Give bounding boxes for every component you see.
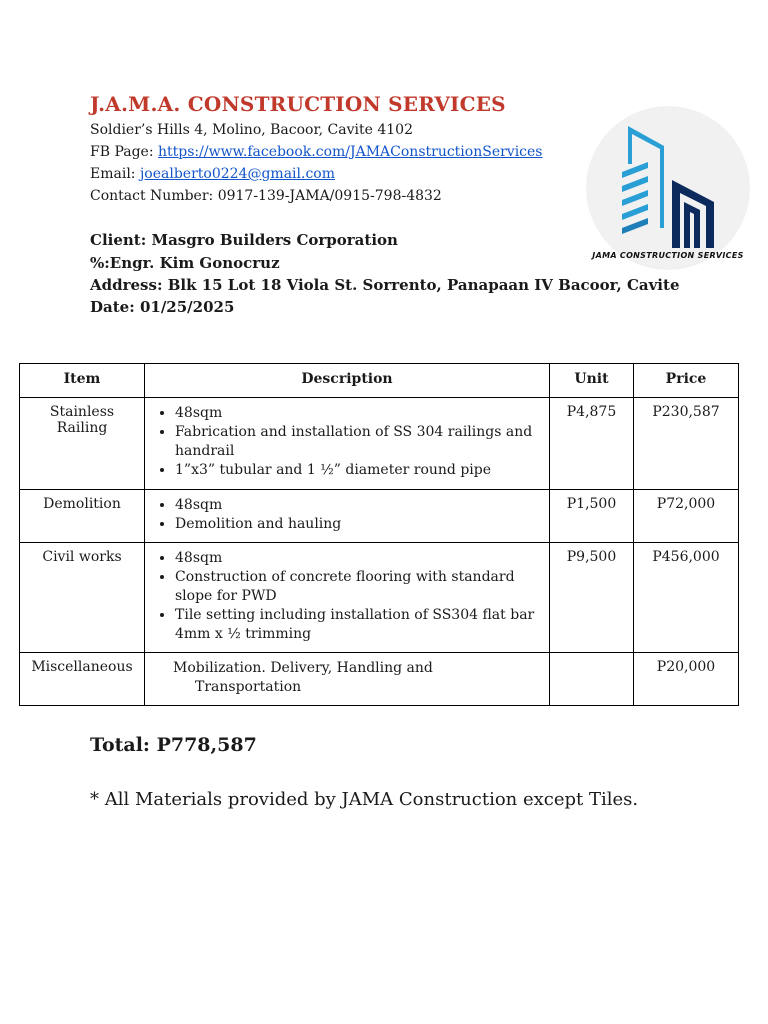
item-cell: Miscellaneous	[20, 653, 145, 706]
header-price: Price	[634, 364, 739, 398]
description-cell	[145, 490, 550, 543]
materials-note: * All Materials provided by JAMA Construction except Tiles.	[90, 789, 639, 810]
table-row	[20, 398, 739, 490]
email-label: Email:	[90, 166, 140, 182]
unit-cell: P9,500	[550, 543, 634, 653]
list-item: • Demolition and hauling	[175, 515, 543, 534]
email-link[interactable]: joealberto0224@gmail.com	[139, 166, 336, 182]
client-address: Address: Blk 15 Lot 18 Viola St. Sorrento, Panapaan IV Bacoor, Cavite	[90, 276, 680, 294]
fb-page-label: FB Page:	[90, 144, 159, 160]
client-attention: %:Engr. Kim Gonocruz	[90, 254, 280, 272]
client-name: Client: Masgro Builders Corporation	[90, 231, 398, 249]
company-name: J.A.M.A. CONSTRUCTION SERVICES	[90, 92, 506, 116]
list-item: • 48sqm	[175, 549, 543, 568]
list-item: • 1”x3” tubular and 1 ½” diameter round pipe	[175, 461, 543, 480]
company-logo	[576, 102, 760, 272]
description-cell	[145, 398, 550, 490]
list-item: • 48sqm	[175, 404, 543, 423]
price-cell: P456,000	[634, 543, 739, 653]
fb-page-link[interactable]: https://www.facebook.com/JAMAConstructionServices	[158, 144, 543, 160]
unit-cell	[550, 653, 634, 706]
misc-desc-line1: Mobilization. Delivery, Handling and	[173, 660, 433, 676]
list-item: • 48sqm	[175, 496, 543, 515]
description-cell	[145, 543, 550, 653]
unit-cell: P1,500	[550, 490, 634, 543]
total-amount: Total: P778,587	[90, 734, 257, 756]
table-row	[20, 653, 739, 706]
fb-page-line	[90, 144, 543, 160]
list-item: • Tile setting including installation of SS304 flat bar 4mm x ½ trimming	[175, 606, 543, 644]
price-cell: P72,000	[634, 490, 739, 543]
header-item: Item	[20, 364, 145, 398]
quote-date: Date: 01/25/2025	[90, 298, 235, 316]
item-cell: Stainless Railing	[20, 398, 145, 490]
list-item: • Construction of concrete flooring with standard slope for PWD	[175, 568, 543, 606]
header-description: Description	[145, 364, 550, 398]
header-unit: Unit	[550, 364, 634, 398]
logo-text: JAMA CONSTRUCTION SERVICES	[592, 251, 744, 260]
table-row	[20, 490, 739, 543]
list-item: • Fabrication and installation of SS 304 railings and handrail	[175, 423, 543, 461]
item-cell: Demolition	[20, 490, 145, 543]
price-cell: P20,000	[634, 653, 739, 706]
description-cell	[145, 653, 550, 706]
company-address: Soldier’s Hills 4, Molino, Bacoor, Cavite 4102	[90, 122, 413, 138]
misc-desc-line2: Transportation	[195, 679, 302, 695]
unit-cell: P4,875	[550, 398, 634, 490]
email-line	[90, 166, 335, 182]
table-header-row	[20, 364, 739, 398]
quotation-table	[19, 363, 739, 706]
contact-number: Contact Number: 0917-139-JAMA/0915-798-4832	[90, 188, 442, 204]
building-logo-icon	[576, 102, 760, 272]
price-cell: P230,587	[634, 398, 739, 490]
item-cell: Civil works	[20, 543, 145, 653]
table-row	[20, 543, 739, 653]
